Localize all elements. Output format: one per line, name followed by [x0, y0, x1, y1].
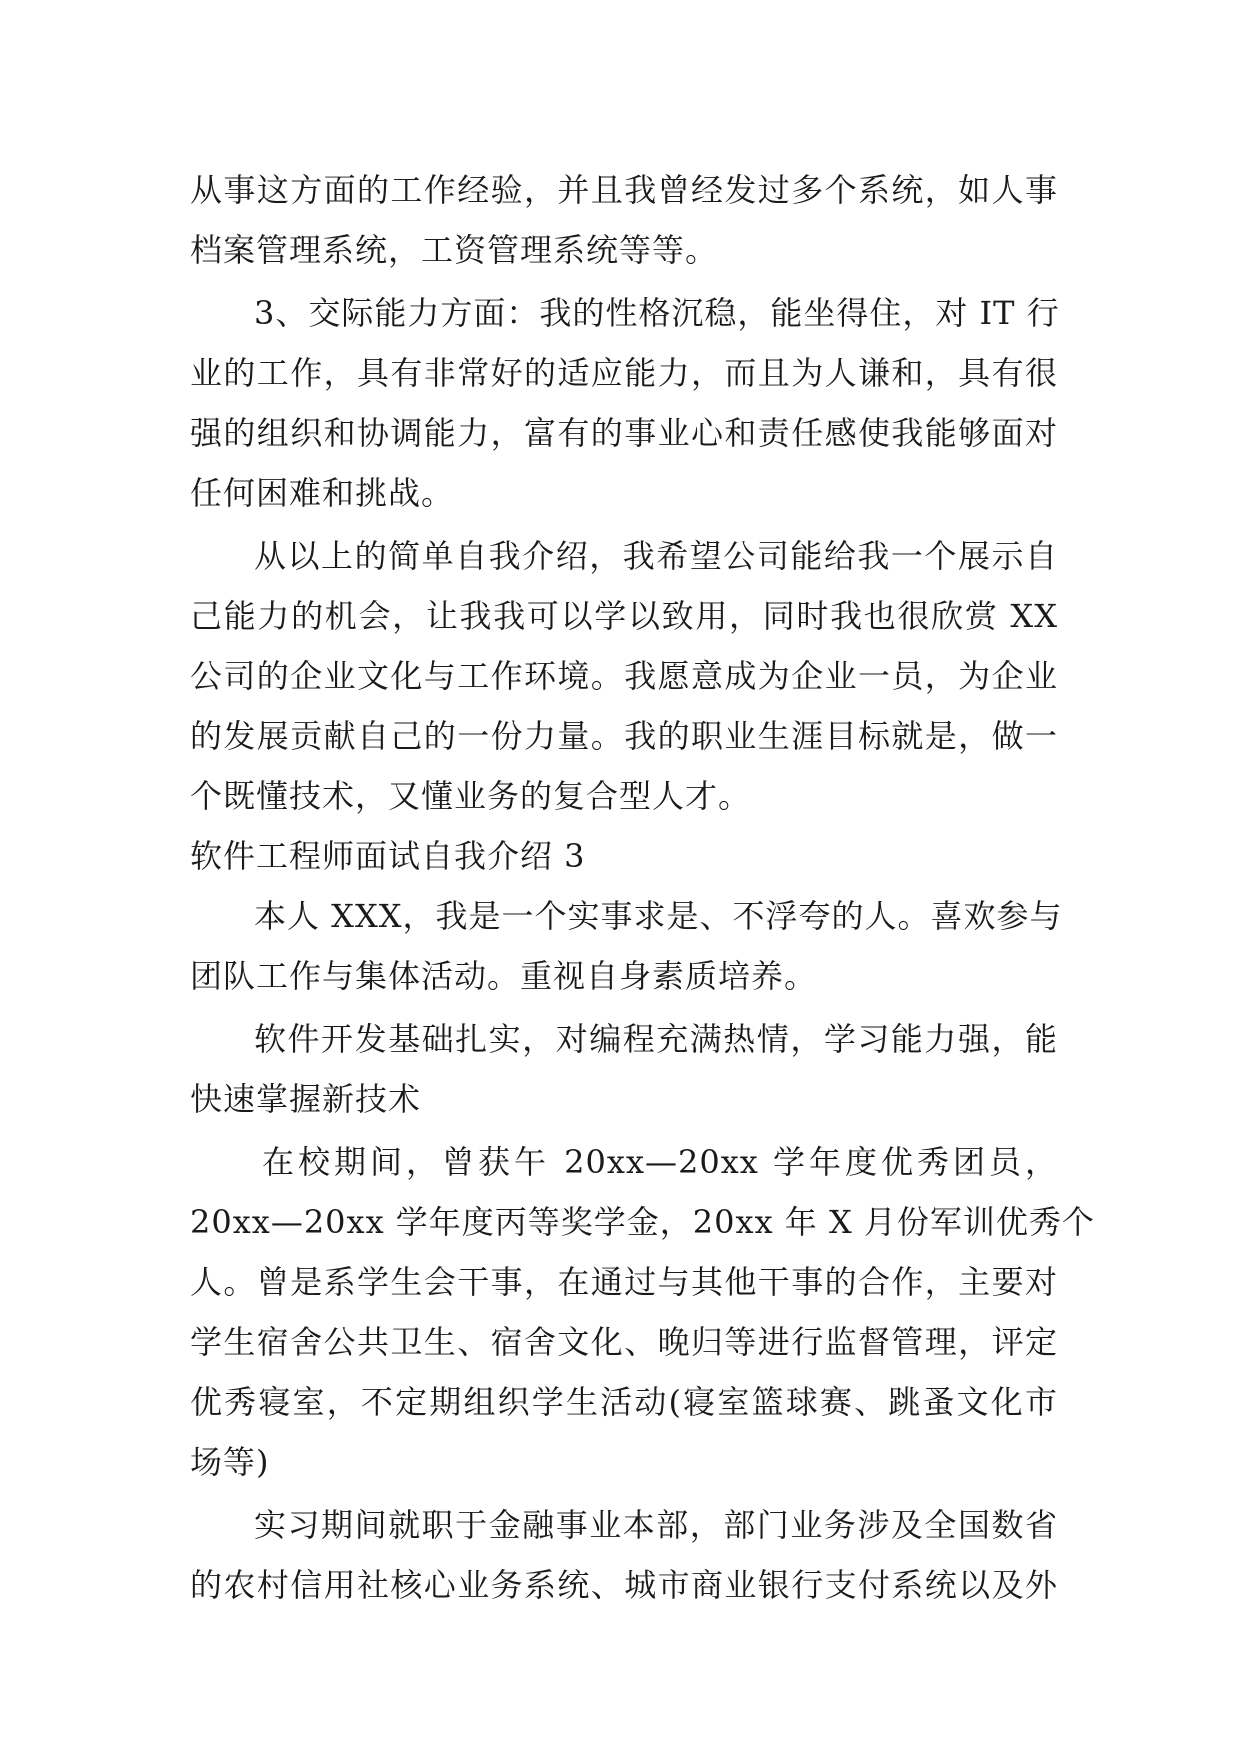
paragraph-line: 3、交际能力方面：我的性格沉稳，能坐得住，对 IT 行 [254, 294, 1060, 332]
paragraph-line: 20xx—20xx 学年度丙等奖学金，20xx 年 X 月份军训优秀个 [190, 1203, 1095, 1241]
paragraph-line: 从以上的简单自我介绍，我希望公司能给我一个展示自 [254, 537, 1058, 575]
paragraph-line: 的发展贡献自己的一份力量。我的职业生涯目标就是，做一 [190, 717, 1058, 755]
paragraph-line: 个既懂技术，又懂业务的复合型人才。 [190, 777, 752, 815]
paragraph-line: 任何困难和挑战。 [190, 474, 455, 512]
paragraph-line: 实习期间就职于金融事业本部，部门业务涉及全国数省 [254, 1506, 1058, 1544]
paragraph-line: 强的组织和协调能力，富有的事业心和责任感使我能够面对 [190, 414, 1058, 452]
paragraph-line: 软件开发基础扎实，对编程充满热情，学习能力强，能 [254, 1020, 1058, 1058]
document-body [190, 160, 1095, 1615]
paragraph-line: 的农村信用社核心业务系统、城市商业银行支付系统以及外 [190, 1566, 1058, 1604]
paragraph-line: 学生宿舍公共卫生、宿舍文化、晚归等进行监督管理，评定 [190, 1323, 1058, 1361]
paragraph-line: 人。曾是系学生会干事，在通过与其他干事的合作，主要对 [190, 1263, 1058, 1301]
paragraph-line: 团队工作与集体活动。重视自身素质培养。 [190, 957, 818, 995]
paragraph-line: 公司的企业文化与工作环境。我愿意成为企业一员，为企业 [190, 657, 1058, 695]
paragraph-line: 档案管理系统，工资管理系统等等。 [190, 231, 719, 269]
paragraph-line: 场等) [190, 1443, 270, 1481]
paragraph-line: 在校期间，曾获午 20xx—20xx 学年度优秀团员， [262, 1143, 1058, 1181]
paragraph-line: 本人 XXX，我是一个实事求是、不浮夸的人。喜欢参与 [254, 897, 1063, 935]
paragraph-line: 从事这方面的工作经验，并且我曾经发过多个系统，如人事 [190, 171, 1058, 209]
paragraph-line: 优秀寝室，不定期组织学生活动(寝室篮球赛、跳蚤文化市 [190, 1383, 1058, 1421]
section-heading: 软件工程师面试自我介绍 3 [190, 837, 586, 875]
paragraph-line: 己能力的机会，让我我可以学以致用，同时我也很欣赏 XX [190, 597, 1058, 635]
paragraph-line: 业的工作，具有非常好的适应能力，而且为人谦和，具有很 [190, 354, 1058, 392]
paragraph-line: 快速掌握新技术 [190, 1080, 422, 1118]
